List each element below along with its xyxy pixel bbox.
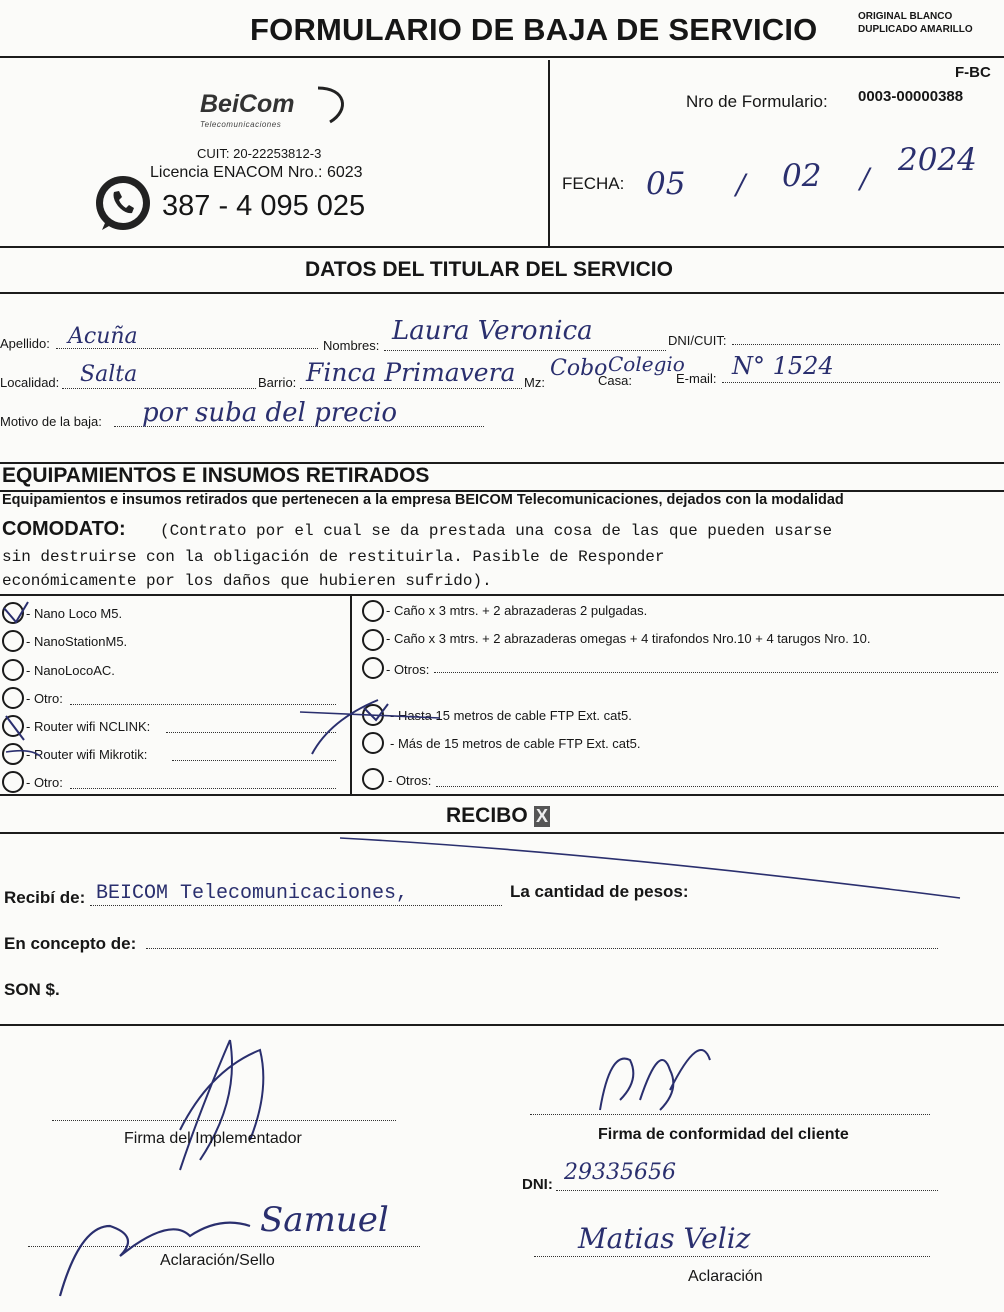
otros-2-line [436,786,998,787]
concepto-line[interactable] [146,948,938,949]
checkbox-nanostation-m5[interactable] [2,630,24,652]
implementer-signature [140,1030,440,1190]
equipment-grid-divider [350,594,352,794]
checkbox-cano-2-pulgadas[interactable] [362,600,384,622]
equipment-section-title: EQUIPAMIENTOS E INSUMOS RETIRADOS [2,464,430,487]
router-mikrotik-line [172,760,336,761]
item-cable-hasta-15: - Hasta 15 metros de cable FTP Ext. cat5. [390,708,632,723]
son-label: SON $. [4,980,60,999]
cantidad-label: La cantidad de pesos: [510,882,689,901]
equipment-grid-bottom [0,794,1004,796]
comodato-text-1: (Contrato por el cual se da prestada una cosa de las que pueden usarse [160,522,833,540]
motivo-value[interactable]: por suba del precio [142,398,398,428]
comodato-word: COMODATO: [2,518,126,540]
item-router-mikrotik: - Router wifi Mikrotik: [26,747,148,762]
localidad-value[interactable]: Salta [80,362,138,387]
date-year: 2024 [898,142,977,178]
item-otros-1: - Otros: [386,662,430,677]
item-router-nclink: - Router wifi NCLINK: [26,719,151,734]
form-title: FORMULARIO DE BAJA DE SERVICIO [250,12,818,47]
receipt-title-rule [0,832,1004,834]
checkbox-router-nclink[interactable] [2,715,24,737]
client-name[interactable]: Matias Veliz [578,1222,751,1255]
checkbox-nanoloco-ac[interactable] [2,659,24,681]
dni-line [556,1190,938,1191]
router-nclink-line [166,732,336,733]
header-top-rule [0,56,1004,58]
item-otros-2: - Otros: [388,773,432,788]
holder-section-title: DATOS DEL TITULAR DEL SERVICIO [305,258,673,281]
apellido-label: Apellido: [0,336,50,351]
form-number-label: Nro de Formulario: [686,92,828,111]
client-label: Firma de conformidad del cliente [598,1126,849,1143]
date-day: 05 [646,166,686,202]
checkbox-otros-1[interactable] [362,657,384,679]
item-nanoloco-ac: - NanoLocoAC. [26,663,115,678]
item-nanostation-m5: - NanoStationM5. [26,634,128,649]
item-cable-mas-15: - Más de 15 metros de cable FTP Ext. cat5. [390,736,641,751]
recibi-label: Recibí de: [4,888,86,907]
mz-label: Mz: [524,375,545,390]
item-cano-2-pulgadas: - Caño x 3 mtrs. + 2 abrazaderas 2 pulgadas. [386,603,648,618]
casa-label: Casa: [598,373,632,388]
copies-original: ORIGINAL BLANCO [858,11,953,22]
dni-label: DNI: [522,1176,553,1193]
aclaracion-line [534,1256,930,1257]
recibi-line [90,905,502,906]
receipt-title-mark: X [536,806,549,826]
barrio-label: Barrio: [258,375,297,390]
dni-cuit-line [732,344,1000,345]
item-nano-loco-m5: - Nano Loco M5. [26,606,123,621]
email-line [722,382,1000,383]
email-label: E-mail: [676,371,717,386]
checkbox-cable-hasta-15[interactable] [362,704,384,726]
date-sep-2: / [860,162,870,195]
dni-cuit-label: DNI/CUIT: [668,333,727,348]
item-otro-2: - Otro: [26,775,63,790]
equipment-grid-top [0,594,1004,596]
email-value[interactable]: N° 1524 [732,352,834,380]
implementer-name[interactable]: Samuel [260,1200,389,1240]
checkbox-cano-omegas[interactable] [362,629,384,651]
casa-value[interactable]: Colegio [608,352,685,376]
comodato-text-2: sin destruirse con la obligación de restituirla. Pasible de Responder [2,548,665,566]
whatsapp-icon [92,172,154,234]
aclaracion-sello-label: Aclaración/Sello [160,1252,275,1269]
localidad-label: Localidad: [0,375,60,390]
localidad-line [62,388,256,389]
comodato-text-3: económicamente por los daños que hubieren sufrido). [2,572,492,590]
implementer-signature-line[interactable] [52,1120,396,1121]
item-otro-1: - Otro: [26,691,63,706]
receipt-bottom-rule [0,1024,1004,1026]
barrio-value[interactable]: Finca Primavera [306,358,516,387]
checkbox-cable-mas-15[interactable] [362,732,384,754]
logo-subtitle: Telecomunicaciones [200,120,282,129]
nombres-value[interactable]: Laura Veronica [392,316,593,346]
logo-text: BeiCom [200,90,295,118]
otros-1-line [434,672,998,673]
dni-value[interactable]: 29335656 [564,1160,676,1185]
company-phone: 387 - 4 095 025 [162,190,366,222]
motivo-label: Motivo de la baja: [0,414,102,429]
date-sep-1: / [736,168,746,201]
logo-swoosh-icon [316,84,356,124]
company-logo [198,84,358,134]
nombres-label: Nombres: [323,338,380,353]
equipment-intro: Equipamientos e insumos retirados que pertenecen a la empresa BEICOM Telecomunicaciones, dejados con la modalidad [2,492,844,508]
otro-1-line [70,704,336,705]
receipt-title: RECIBO [446,804,528,827]
copies-duplicate: DUPLICADO AMARILLO [858,24,973,35]
implementer-name-scrawl [30,1196,270,1306]
client-signature-line[interactable] [530,1114,930,1115]
checkbox-router-mikrotik[interactable] [2,743,24,765]
checkbox-nano-loco-m5[interactable] [2,602,24,624]
mz-value[interactable]: Cobo [550,356,608,381]
date-month: 02 [782,158,822,194]
form-number: 0003-00000388 [858,88,964,105]
checkbox-otro-1[interactable] [2,687,24,709]
header-divider [548,60,550,246]
company-cuit: CUIT: 20-22253812-3 [197,146,322,161]
checkbox-otros-2[interactable] [362,768,384,790]
client-signature [590,1030,730,1120]
company-license: Licencia ENACOM Nro.: 6023 [150,164,363,181]
item-cano-omegas: - Caño x 3 mtrs. + 2 abrazaderas omegas + 4 tirafondos Nro.10 + 4 tarugos Nro. 10. [386,631,871,646]
otro-2-line [70,788,336,789]
checkbox-otro-2[interactable] [2,771,24,793]
recibi-value[interactable]: BEICOM Telecomunicaciones, [96,882,409,905]
barrio-line [300,388,522,389]
holder-title-rule [0,292,1004,294]
concepto-label: En concepto de: [4,934,137,953]
apellido-value[interactable]: Acuña [68,324,138,349]
nombres-line [384,350,666,351]
aclaracion-label: Aclaración [688,1268,763,1285]
form-code: F-BC [955,64,991,81]
header-bottom-rule [0,246,1004,248]
date-label: FECHA: [562,174,625,193]
implementer-label: Firma del Implementador [124,1130,302,1147]
